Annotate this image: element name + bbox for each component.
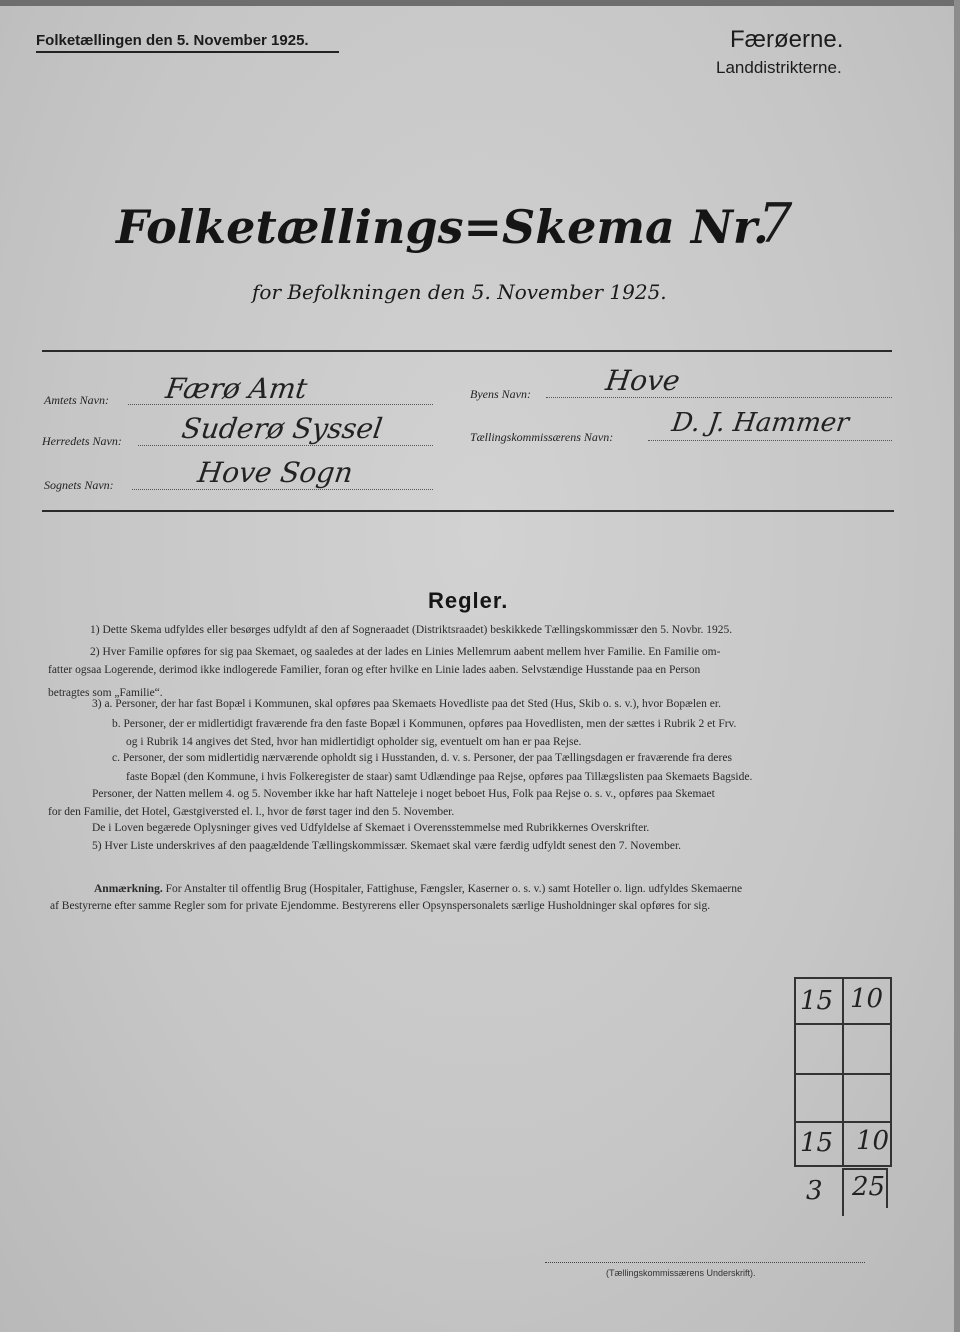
header-subregion: Landdistrikterne. — [716, 58, 842, 77]
rule-line: 2) Hver Familie opføres for sig paa Skemaet, og saaledes at der lades en Linies Mellemrum aabent mellem hver Familie. En Familie om- — [90, 646, 721, 658]
signature-line — [545, 1262, 865, 1263]
form-title: Folketællings=Skema Nr. — [116, 200, 769, 254]
note-line-1 — [94, 883, 742, 895]
herred-label: Herredets Navn: — [42, 434, 122, 448]
rule-line: betragtes som „Familie“. — [48, 687, 163, 699]
form-number-handwritten: 7 — [758, 192, 793, 255]
by-line — [546, 397, 892, 398]
divider-bottom — [42, 510, 894, 512]
sogn-label: Sognets Navn: — [44, 478, 114, 492]
header-region: Færøerne. — [730, 26, 844, 53]
tally-r1-left: 15 — [800, 986, 834, 1016]
rule-line: b. Personer, der er midlertidigt fraværende fra den faste Bopæl i Kommunen, opføres paa Hovedlisten, men der sættes i Rubrik 2 et Frv. — [112, 718, 737, 730]
divider-top — [42, 350, 892, 352]
amt-value-handwritten: Færø Amt — [163, 372, 310, 405]
tally-r1-right: 10 — [850, 984, 884, 1014]
tally-total-left: 3 — [806, 1176, 823, 1206]
tally-grid-hline — [796, 1023, 890, 1025]
rule-line: og i Rubrik 14 angives det Sted, hvor han midlertidigt opholder sig, eventuelt om han er paa Rejse. — [126, 736, 582, 748]
note-label: Anmærkning. — [94, 883, 163, 895]
tally-total-box-top — [842, 1168, 888, 1170]
kommissaer-value-handwritten: D. J. Hammer — [669, 408, 851, 438]
note-line-2: af Bestyrerne efter samme Regler som for private Ejendomme. Bestyrerens eller Opsynspersonalets særlige Husholdninger skal opføres for sig. — [50, 900, 711, 912]
scan-top-edge — [0, 0, 960, 6]
sogn-line — [132, 489, 433, 490]
header-left — [36, 32, 309, 49]
tally-total-box-side — [886, 1168, 888, 1208]
by-value-handwritten: Hove — [603, 364, 682, 397]
form-subtitle: for Befolkningen den 5. November 1925. — [252, 280, 667, 304]
tally-total-right: 25 — [852, 1172, 886, 1202]
rule-line: 5) Hver Liste underskrives af den paagældende Tællingskommissær. Skemaet skal være færdig udfyldt senest den 7. November. — [92, 840, 682, 852]
scan-right-edge — [954, 0, 960, 1332]
kommissaer-line — [648, 440, 892, 441]
herred-value-handwritten: Suderø Syssel — [179, 412, 385, 445]
rule-line: 1) Dette Skema udfyldes eller besørges udfyldt af den af Sogneraadet (Distriktsraadet) beskikkede Tællingskommissær den 5. Novbr. 1925. — [90, 624, 733, 636]
header-underline — [36, 51, 339, 53]
tally-grid-hline — [796, 1073, 890, 1075]
sogn-value-handwritten: Hove Sogn — [195, 456, 355, 489]
rules-heading: Regler. — [428, 588, 509, 613]
header-left-text: Folketællingen den 5. November 1925. — [36, 32, 309, 49]
tally-grid-vline — [842, 979, 844, 1165]
rule-line: faste Bopæl (den Kommune, i hvis Folkeregister de staar) samt Udlændinge paa Rejse, opføres paa Tillægslisten paa Skemaets Bagside. — [126, 771, 753, 783]
by-label: Byens Navn: — [470, 387, 531, 401]
note-text-1: For Anstalter til offentlig Brug (Hospitaler, Fattighuse, Fængsler, Kaserner o. s. v.) samt Hoteller o. lign. udfyldes Skemaerne — [165, 883, 743, 895]
tally-r4-right: 10 — [856, 1126, 890, 1156]
rule-line: De i Loven begærede Oplysninger gives ved Udfyldelse af Skemaet i Overensstemmelse med Rubrikkernes Overskrifter. — [92, 822, 650, 834]
tally-grid-hline — [796, 1121, 890, 1123]
amt-label: Amtets Navn: — [44, 393, 109, 407]
kommissaer-label: Tællingskommissærens Navn: — [470, 430, 614, 444]
rule-line: for den Familie, det Hotel, Gæstgiversted el. l., hvor de først tager ind den 5. November. — [48, 806, 455, 818]
herred-line — [138, 445, 433, 446]
rule-line: Personer, der Natten mellem 4. og 5. November ikke har haft Natteleje i noget beboet Hus, Folk paa Rejse o. s. v., opføres paa Skemaet — [92, 788, 715, 800]
tally-r4-left: 15 — [800, 1128, 834, 1158]
tally-total-divider — [842, 1168, 844, 1216]
rule-line: fatter ogsaa Logerende, derimod ikke indlogerede Familier, foran og efter hvilke en Linie lades aaben. Selvstændige Husstande paa en Person — [48, 664, 701, 676]
rule-line: 3) a. Personer, der har fast Bopæl i Kommunen, skal opføres paa Skemaets Hovedliste paa det Sted (Hus, Skib o. s. v.), hvor Bopælen er. — [92, 698, 721, 710]
signature-caption: (Tællingskommissærens Underskrift). — [606, 1268, 756, 1278]
rule-line: c. Personer, der som midlertidig nærværende opholdt sig i Husstanden, d. v. s. Personer, der paa Tællingsdagen er fraværende fra deres — [112, 752, 732, 764]
